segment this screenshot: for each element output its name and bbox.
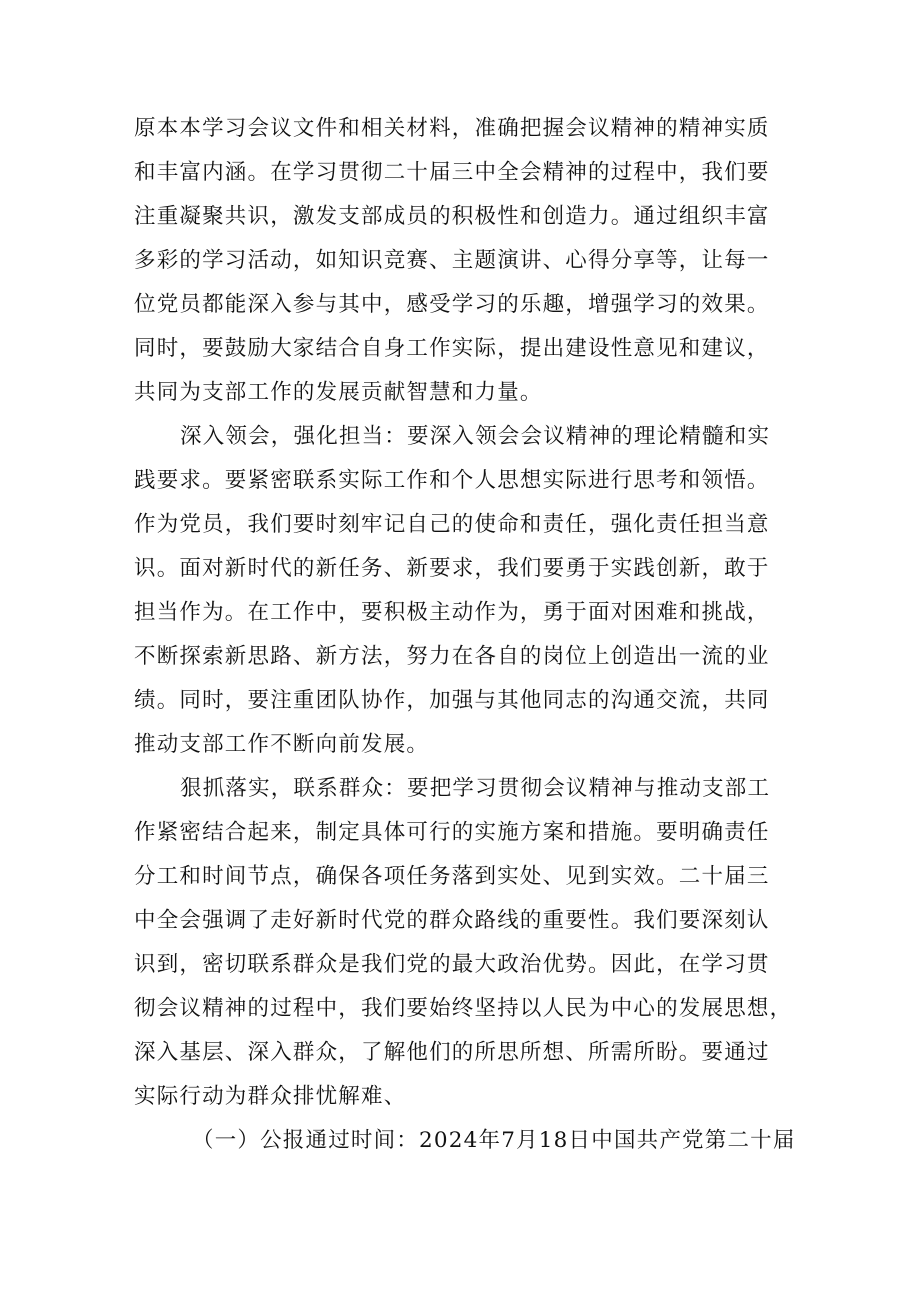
text-line: 共同为支部工作的发展贡献智慧和力量。 xyxy=(134,380,543,405)
text-line: 作紧密结合起来，制定具体可行的实施方案和措施。要明确责任 xyxy=(134,820,770,845)
text-line: 不断探索新思路、新方法，努力在各自的岗位上创造出一流的业 xyxy=(134,644,770,669)
text-line: 践要求。要紧密联系实际工作和个人思想实际进行思考和领悟。 xyxy=(134,468,770,493)
text-line: 深入基层、深入群众，了解他们的所思所想、所需所盼。要通过 xyxy=(134,1040,770,1065)
text-line: 和丰富内涵。在学习贯彻二十届三中全会精神的过程中，我们要 xyxy=(134,160,770,185)
text-line: 实际行动为群众排忧解难、 xyxy=(134,1084,407,1109)
text-line: 作为党员，我们要时刻牢记自己的使命和责任，强化责任担当意 xyxy=(134,512,770,537)
paragraph-start-line: 狠抓落实，联系群众：要把学习贯彻会议精神与推动支部工 xyxy=(180,776,771,801)
text-line: 彻会议精神的过程中，我们要始终坚持以人民为中心的发展思想， xyxy=(134,996,793,1021)
text-line: 多彩的学习活动，如知识竞赛、主题演讲、心得分享等，让每一 xyxy=(134,248,770,273)
text-line: 分工和时间节点，确保各项任务落到实处、见到实效。二十届三 xyxy=(134,864,770,889)
text-line: 识到，密切联系群众是我们党的最大政治优势。因此，在学习贯 xyxy=(134,952,770,977)
text-line: 原本本学习会议文件和相关材料，准确把握会议精神的精神实质 xyxy=(134,116,770,141)
text-line: 注重凝聚共识，激发支部成员的积极性和创造力。通过组织丰富 xyxy=(134,204,770,229)
text-line: 担当作为。在工作中，要积极主动作为，勇于面对困难和挑战， xyxy=(134,600,770,625)
text-line: 位党员都能深入参与其中，感受学习的乐趣，增强学习的效果。 xyxy=(134,292,770,317)
text-line: 绩。同时，要注重团队协作，加强与其他同志的沟通交流，共同 xyxy=(134,688,770,713)
text-line: 推动支部工作不断向前发展。 xyxy=(134,732,430,757)
section-heading-line: （一）公报通过时间：2024年7月18日中国共产党第二十届 xyxy=(192,1128,796,1153)
text-line: 中全会强调了走好新时代党的群众路线的重要性。我们要深刻认 xyxy=(134,908,770,933)
text-line: 同时，要鼓励大家结合自身工作实际，提出建设性意见和建议， xyxy=(134,336,770,361)
text-line: 识。面对新时代的新任务、新要求，我们要勇于实践创新，敢于 xyxy=(134,556,770,581)
paragraph-start-line: 深入领会，强化担当：要深入领会会议精神的理论精髓和实 xyxy=(180,424,771,449)
